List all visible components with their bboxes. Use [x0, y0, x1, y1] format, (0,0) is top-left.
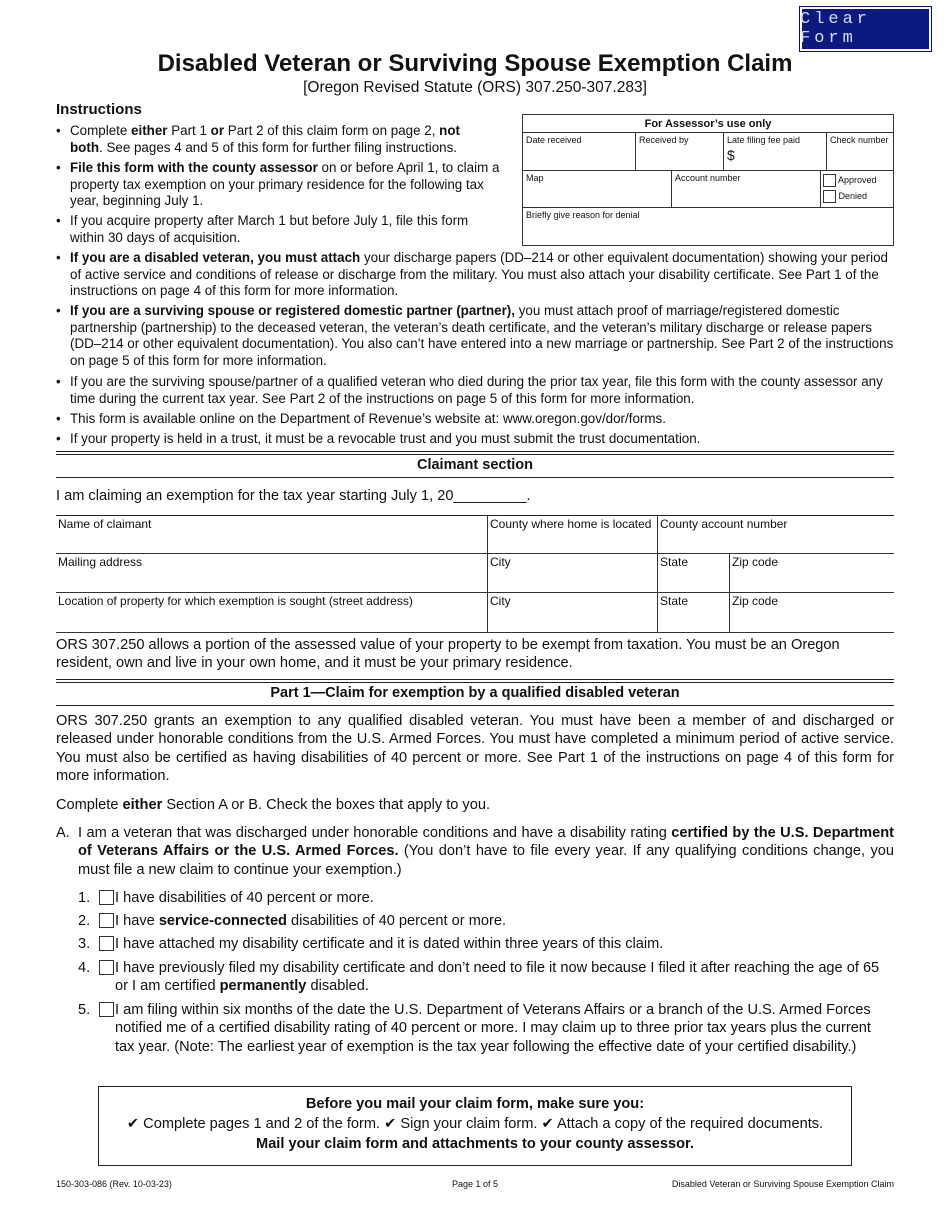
- section-divider: [56, 679, 894, 683]
- section-divider: [56, 477, 894, 478]
- section-divider: [56, 705, 894, 706]
- instruction-bullet-3: • If you acquire property after March 1 but before July 1, file this form within 30 days of acquisition.: [56, 213, 506, 246]
- page-title: Disabled Veteran or Surviving Spouse Exemption Claim: [157, 50, 793, 77]
- instruction-bullet-5: • If you are a surviving spouse or registered domestic partner (partner), you must attach proof of marriage/registered domestic partnership (partnership) to the deceased veteran, the veteran’s death certificate, and the veteran’s military discharge or release papers (DD–214 or other equivalent documentation). You also can’t have entered into a new marriage or partnership. See Part 2 of the instructions on page 5 of this form for more information.: [56, 303, 894, 369]
- complete-instruction: Complete either Section A or B. Check the boxes that apply to you.: [56, 797, 491, 813]
- page-number: Page 1 of 5: [451, 1179, 499, 1189]
- assessor-use-box: [522, 114, 894, 246]
- tax-year-statement: I am claiming an exemption for the tax year starting July 1, 20_________.: [56, 488, 531, 504]
- property-city-field[interactable]: City: [487, 593, 657, 633]
- instruction-bullet-6: • If you are the surviving spouse/partner of a qualified veteran who died during the prior tax year, file this form with the county assessor any time during the current tax year. See Part 2 of the instructions on page 5 of this form for more information.: [56, 374, 894, 407]
- instruction-bullet-8: • If your property is held in a trust, it must be a revocable trust and you must submit the trust documentation.: [56, 431, 894, 448]
- property-state-field[interactable]: State: [657, 593, 729, 633]
- mailing-checklist: ✔ Complete pages 1 and 2 of the form. ✔ Sign your claim form. ✔ Attach a copy of the required documents.: [126, 1116, 824, 1132]
- date-received-field[interactable]: Date received: [523, 133, 636, 171]
- instructions-heading: Instructions: [56, 101, 142, 118]
- claimant-section-heading: Claimant section: [416, 457, 534, 473]
- instruction-bullet-7: • This form is available online on the Department of Revenue’s website at: www.oregon.gov/dor/forms.: [56, 411, 894, 428]
- mailing-address-field[interactable]: Mailing address: [56, 554, 487, 593]
- section-divider: [56, 451, 894, 455]
- part1-intro: ORS 307.250 grants an exemption to any qualified disabled veteran. You must have been a member of and discharged or released under honorable conditions from the U.S. Armed Forces. You must have completed a minimum period of active service. You must also be certified as having disabilities of 40 percent or more. See Part 1 of the instructions on page 4 of this form for more information.: [56, 713, 894, 785]
- item-4-checkbox[interactable]: [99, 960, 114, 975]
- section-a-statement: A. I am a veteran that was discharged under honorable conditions and have a disability rating certified by the U.S. Department of Veterans Affairs or the U.S. Armed Forces. (You don’t have to file every year. If any qualifying conditions change, you must file a new claim to continue your exemption.): [56, 825, 895, 878]
- item-5-checkbox[interactable]: [99, 1002, 114, 1017]
- item-2-checkbox[interactable]: [99, 913, 114, 928]
- dollar-sign: $: [727, 147, 735, 163]
- received-by-field[interactable]: Received by: [636, 133, 724, 171]
- instruction-bullet-4: • If you are a disabled veteran, you must attach your discharge papers (DD–214 or other equivalent documentation) showing your period of active service and conditions of release or discharge from the military. You must also attach your disability certificate. See Part 1 of the instructions on page 4 of this form for more information.: [56, 250, 894, 300]
- mailing-reminder-heading: Before you mail your claim form, make sure you:: [305, 1096, 645, 1112]
- property-location-field[interactable]: Location of property for which exemption is sought (street address): [56, 593, 487, 633]
- instruction-bullet-1: • Complete either Part 1 or Part 2 of this claim form on page 2, not both. See pages 4 and 5 of this form for further filing instructions.: [56, 123, 494, 156]
- ors-note: ORS 307.250 allows a portion of the assessed value of your property to be exempt from taxation. You must be an Oregon resident, own and live in your own home, and it must be your primary residence.: [56, 637, 840, 672]
- mailing-city-field[interactable]: City: [487, 554, 657, 593]
- form-number: 150-303-086 (Rev. 10-03-23): [56, 1179, 172, 1189]
- mailing-zip-field[interactable]: Zip code: [729, 554, 894, 593]
- account-number-field[interactable]: Account number: [672, 171, 821, 208]
- item-3-checkbox[interactable]: [99, 936, 114, 951]
- map-field[interactable]: Map: [523, 171, 672, 208]
- clear-form-button[interactable]: Clear Form: [799, 6, 932, 52]
- denied-checkbox[interactable]: [823, 190, 836, 203]
- item-1-checkbox[interactable]: [99, 890, 114, 905]
- check-number-field[interactable]: Check number: [827, 133, 893, 171]
- footer-form-name: Disabled Veteran or Surviving Spouse Exemption Claim: [671, 1179, 894, 1189]
- instruction-bullet-2: • File this form with the county assessor on or before April 1, to claim a property tax exemption on your primary residence for the following tax year, beginning July 1.: [56, 160, 516, 210]
- property-zip-field[interactable]: Zip code: [729, 593, 894, 633]
- mailing-state-field[interactable]: State: [657, 554, 729, 593]
- denial-reason-field[interactable]: Briefly give reason for denial: [526, 210, 640, 220]
- approval-status: Approved Denied: [821, 171, 893, 208]
- approved-checkbox[interactable]: [823, 174, 836, 187]
- assessor-box-title: For Assessor’s use only: [523, 115, 893, 133]
- late-fee-field[interactable]: Late filing fee paid $: [724, 133, 827, 171]
- part1-heading: Part 1—Claim for exemption by a qualified disabled veteran: [270, 685, 680, 701]
- claimant-name-field[interactable]: Name of claimant: [56, 516, 487, 554]
- county-account-field[interactable]: County account number: [657, 516, 894, 554]
- mailing-reminder-box: [98, 1086, 852, 1166]
- page-subtitle: [Oregon Revised Statute (ORS) 307.250-307.283]: [303, 79, 647, 96]
- county-field[interactable]: County where home is located: [487, 516, 657, 554]
- mailing-reminder-footer: Mail your claim form and attachments to your county assessor.: [256, 1136, 694, 1152]
